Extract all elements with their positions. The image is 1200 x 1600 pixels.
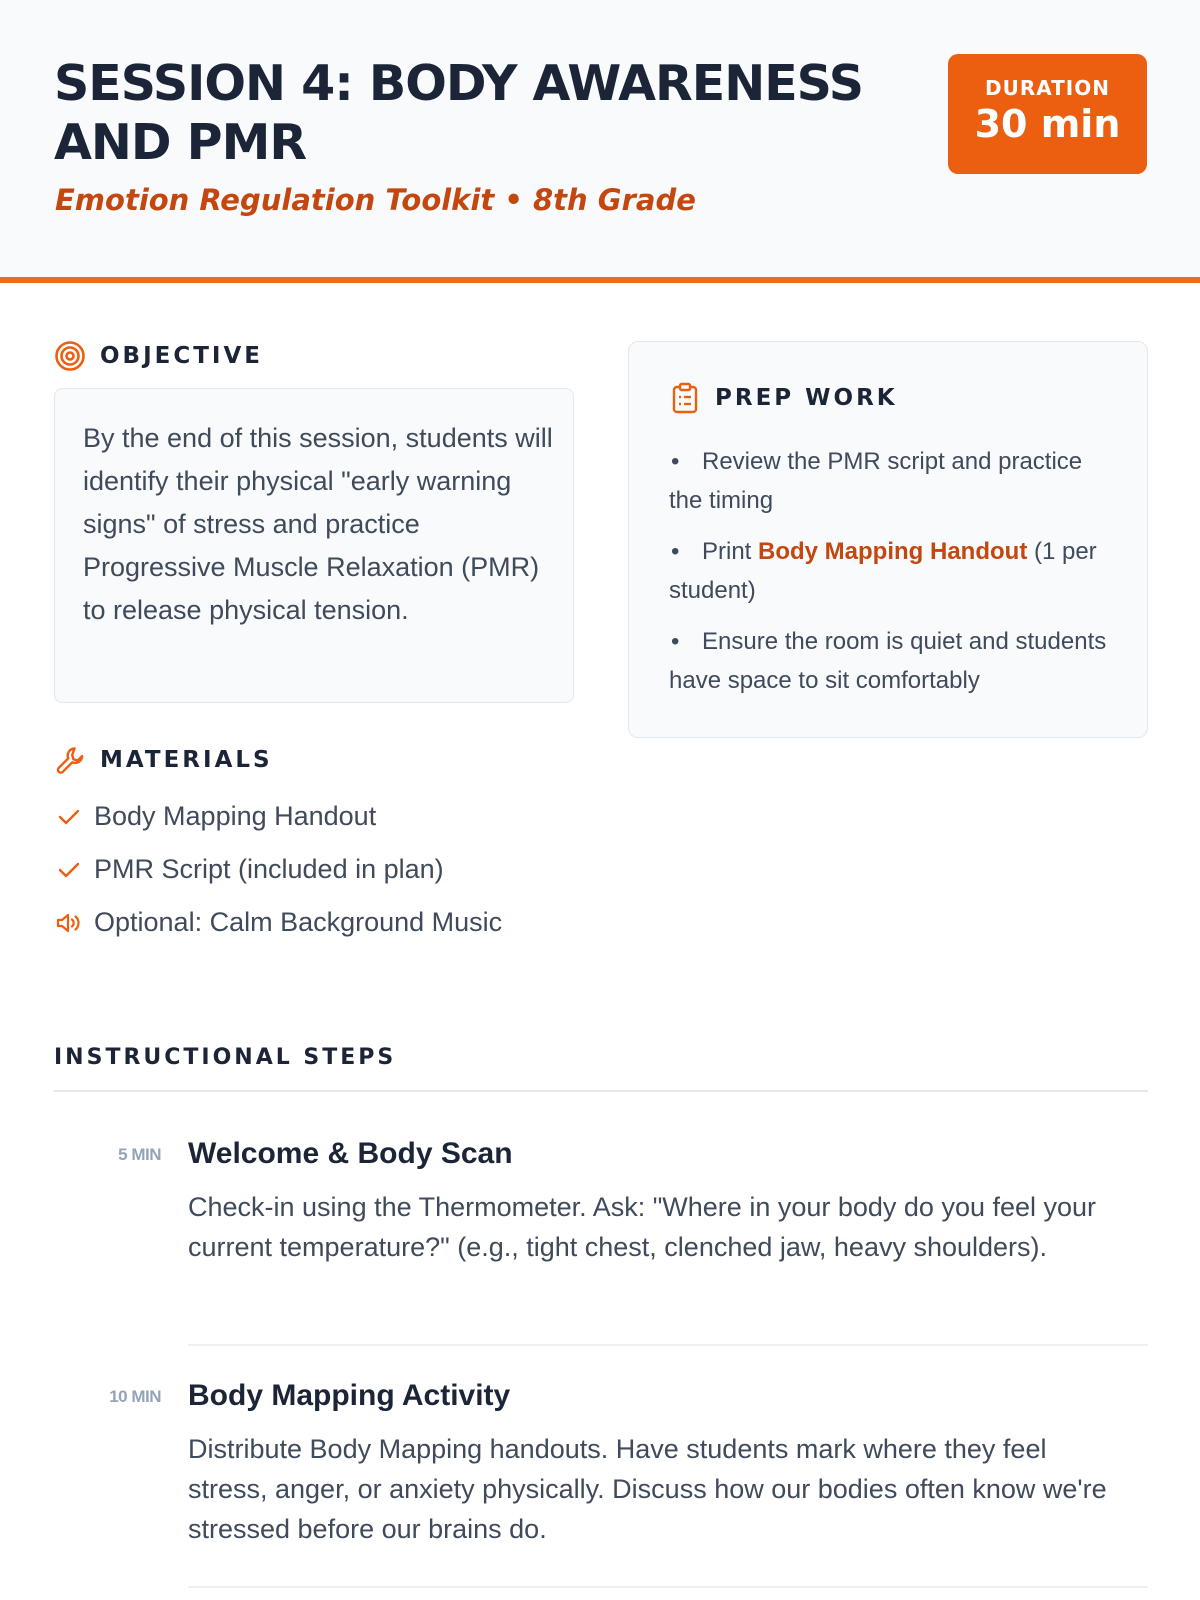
prep-work-heading-label: PREP WORK: [715, 385, 898, 411]
prep-item-text: (1 per student): [669, 538, 1097, 604]
list-item: • Ensure the room is quiet and students have space to sit comfortably: [669, 628, 1107, 694]
handout-link[interactable]: Body Mapping Handout: [758, 538, 1028, 565]
check-icon: [54, 802, 84, 832]
list-item: [54, 896, 502, 949]
divider: [54, 1090, 1148, 1092]
duration-value: 30 min: [974, 102, 1121, 146]
prep-item-text: Review the PMR script and practice the timing: [669, 448, 1083, 514]
material-label: Optional: Calm Background Music: [94, 907, 503, 937]
objective-text: By the end of this session, students will identify their physical "early warning signs" of stress and practice Progressive Muscle Relaxation (PMR) to release physical tension.: [83, 423, 553, 625]
clipboard-icon: [669, 382, 701, 414]
page-subtitle: Emotion Regulation Toolkit • 8th Grade: [55, 183, 696, 217]
step-title: Welcome & Body Scan: [188, 1137, 513, 1170]
divider: [188, 1344, 1148, 1346]
wrench-icon: [54, 744, 86, 776]
objective-heading: [54, 340, 263, 372]
target-icon: [54, 340, 86, 372]
prep-work-list: [669, 442, 1119, 712]
prep-item-text: Ensure the room is quiet and students have space to sit comfortably: [669, 628, 1107, 694]
duration-badge: [948, 54, 1147, 174]
step-description: Distribute Body Mapping handouts. Have students mark where they feel stress, anger, or anxiety physically. Discuss how our bodies often know we're stressed before our brains do.: [188, 1434, 1107, 1544]
step-title: Body Mapping Activity: [188, 1379, 511, 1412]
list-item: • Print Body Mapping Handout (1 per student): [669, 538, 1097, 604]
list-item: • Review the PMR script and practice the timing: [669, 448, 1083, 514]
divider: [188, 1586, 1148, 1588]
material-label: PMR Script (included in plan): [94, 854, 444, 884]
steps-heading: INSTRUCTIONAL STEPS: [54, 1045, 397, 1070]
materials-heading-label: MATERIALS: [100, 747, 273, 773]
prep-work-heading: [669, 382, 898, 414]
list-item: [54, 843, 502, 896]
objective-card: [54, 388, 574, 703]
prep-work-card: [628, 341, 1148, 738]
step-description: Check-in using the Thermometer. Ask: "Where in your body do you feel your current temperature?" (e.g., tight chest, clenched jaw, heavy shoulders).: [188, 1192, 1097, 1262]
material-label: Body Mapping Handout: [94, 801, 377, 831]
step-time: 5 MIN: [118, 1145, 161, 1164]
list-item: [54, 790, 502, 843]
materials-heading: [54, 744, 273, 776]
prep-item-text: Print: [702, 538, 759, 565]
check-icon: [54, 855, 84, 885]
materials-list: [54, 790, 502, 949]
step-time: 10 MIN: [109, 1387, 161, 1406]
objective-heading-label: OBJECTIVE: [100, 343, 263, 369]
duration-label: DURATION: [985, 76, 1110, 100]
speaker-icon: [54, 908, 84, 938]
session-header: [0, 0, 1200, 283]
page-title: SESSION 4: BODY AWARENESS AND PMR: [54, 55, 864, 171]
